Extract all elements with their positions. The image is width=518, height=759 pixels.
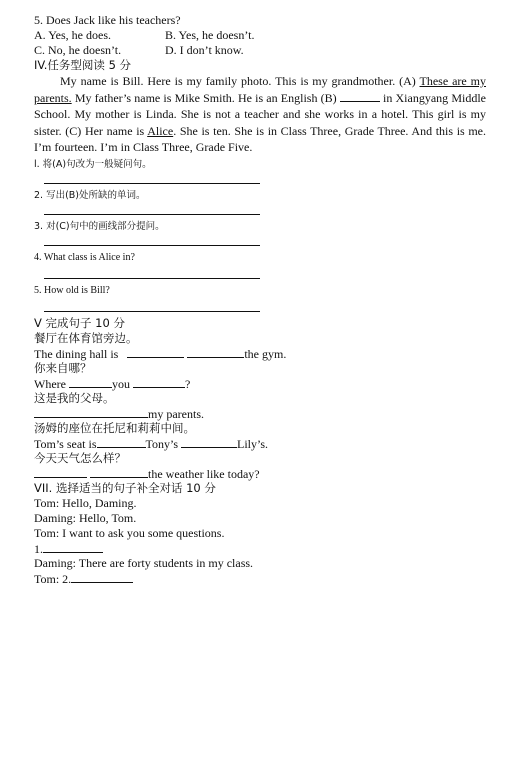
sentence-4-chinese: 汤姆的座位在托尼和莉莉中间。 (34, 420, 195, 435)
answer-line-1[interactable] (44, 171, 260, 184)
sentence-1-text-b: the gym. (244, 346, 287, 361)
answer-line-5[interactable] (44, 297, 260, 312)
reading-question-3: 3. 对(C)句中的画线部分提问。 (34, 220, 165, 232)
options-row-2 (34, 43, 486, 58)
answer-line-4[interactable] (44, 264, 260, 279)
option-b: B. Yes, he doesn’t. (165, 28, 255, 42)
sentence-2-text-a: Where (34, 376, 66, 391)
passage-part-3: in Xiangyang Middle School. My mother is Linda. She is not a teacher and she works in a hotel. This girl is my sister. (C) Her name is (34, 90, 486, 138)
dialogue-line-5: Daming: There are forty students in my class. (34, 555, 254, 570)
sentence-5-blank-1[interactable] (34, 466, 87, 478)
sentence-2-blank-2[interactable] (133, 376, 185, 388)
section-7-heading: VII. 选择适当的句子补全对话 10 分 (34, 480, 216, 495)
option-a: A. Yes, he does. (34, 28, 112, 42)
option-d: D. I don’t know. (165, 43, 244, 57)
dialogue-line-3: Tom: I want to ask you some questions. (34, 525, 225, 540)
passage-underline-a: These are my parents. (34, 74, 486, 105)
sentence-2-text-b: you (111, 376, 130, 391)
reading-question-2: 2. 写出(B)处所缺的单词。 (34, 189, 146, 201)
dialogue-number-1: 1. (34, 541, 43, 556)
dialogue-blank-1[interactable] (43, 541, 103, 553)
passage-part-4: . She is ten. She is in Class Three, Grade Three. And this is me. I’m fourteen. I’m in Class Three, Grade Five. (34, 123, 486, 155)
blank-b[interactable] (340, 90, 380, 102)
sentence-4-text-c: Lily’s. (237, 436, 269, 451)
sentence-3-blank-1[interactable] (34, 406, 91, 418)
dialogue-blank-2[interactable] (71, 571, 133, 583)
sentence-4-text-b: Tony’s (145, 436, 178, 451)
sentence-1-blank-2[interactable] (187, 346, 244, 358)
sentence-3-chinese: 这是我的父母。 (34, 390, 115, 405)
dialogue-line-1: Tom: Hello, Daming. (34, 495, 137, 510)
passage-underline-c: Alice (147, 123, 174, 138)
sentence-2 (34, 376, 486, 391)
section-5-heading: V 完成句子 10 分 (34, 315, 125, 330)
reading-passage (34, 73, 486, 156)
sentence-5-text: the weather like today? (148, 466, 260, 481)
reading-question-5: 5. How old is Bill? (34, 284, 110, 296)
sentence-2-blank-1[interactable] (69, 376, 112, 388)
section-4-heading: IV.任务型阅读 5 分 (34, 58, 132, 72)
sentence-2-chinese: 你来自哪？ (34, 360, 92, 375)
sentence-4-text-a: Tom’s seat is (34, 436, 97, 451)
sentence-1-blank-1[interactable] (127, 346, 184, 358)
sentence-5-chinese: 今天天气怎么样？ (34, 450, 126, 465)
option-c: C. No, he doesn’t. (34, 43, 122, 57)
sentence-5-blank-2[interactable] (90, 466, 148, 478)
sentence-4-blank-1[interactable] (97, 436, 146, 448)
dialogue-line-4 (34, 541, 486, 556)
sentence-3 (34, 406, 486, 421)
options-row-1 (34, 28, 486, 43)
worksheet-page (34, 13, 486, 586)
sentence-1 (34, 346, 486, 361)
reading-question-4: 4. What class is Alice in? (34, 251, 135, 263)
sentence-5 (34, 466, 486, 481)
sentence-4-blank-2[interactable] (181, 436, 237, 448)
passage-part-1: My name is Bill. Here is my family photo. This is my grandmother. (A) (60, 74, 420, 88)
sentence-3-blank-2[interactable] (91, 406, 148, 418)
reading-question-1: l. 将(A)句改为一般疑问句。 (34, 158, 152, 170)
sentence-2-text-c: ? (184, 376, 191, 391)
passage-part-2: My father’s name is Mike Smith. He is an English (B) (71, 90, 340, 105)
answer-line-2[interactable] (44, 202, 260, 215)
dialogue-number-2: Tom: 2. (34, 571, 72, 586)
sentence-3-text: my parents. (148, 406, 204, 421)
dialogue-line-6 (34, 571, 486, 586)
sentence-1-chinese: 餐厅在体育馆旁边。 (34, 330, 138, 345)
sentence-1-text-a: The dining hall is (34, 346, 119, 361)
dialogue-line-2: Daming: Hello, Tom. (34, 510, 137, 525)
question-5: 5. Does Jack like his teachers? (34, 13, 181, 27)
answer-line-3[interactable] (44, 233, 260, 246)
sentence-4 (34, 436, 486, 451)
